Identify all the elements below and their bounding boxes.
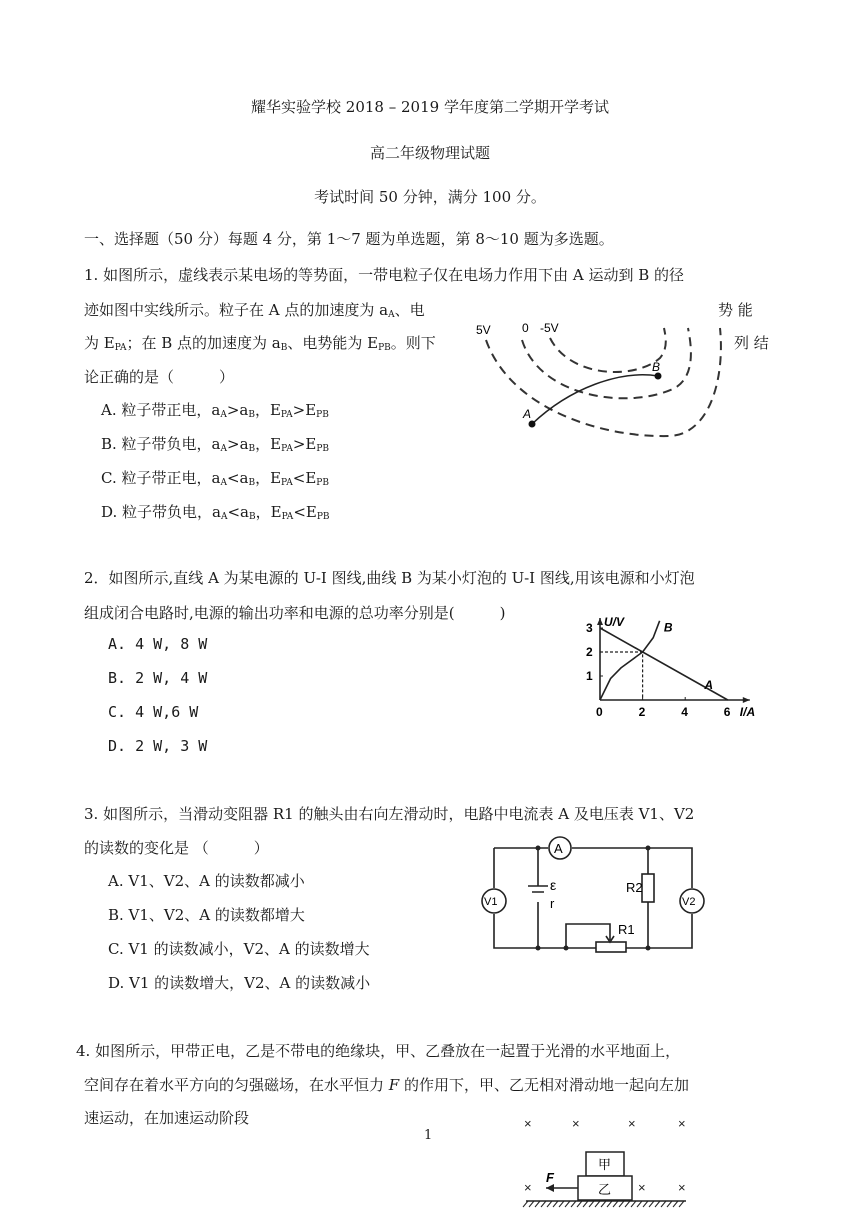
v2-label: V2 [682,896,696,908]
q2-option-d: D. 2 W, 3 W [108,737,208,755]
r1-resistor [596,942,626,952]
field-cross-icon: × [524,1116,532,1131]
q4-text: 空间存在着水平方向的匀强磁场，在水平恒力 [84,1076,389,1094]
hatch-mark [631,1201,636,1207]
q1-line2-right: 势 能 [718,301,753,319]
option-text: <E [292,469,317,487]
q2-line1: 2．如图所示,直线 A 为某电源的 U-I 图线,曲线 B 为某小灯泡的 U-I 图线,用该电源和小灯泡 [84,569,695,587]
equipotential-figure [470,318,750,448]
option-subscript: B [249,512,256,522]
hatch-mark [553,1201,558,1207]
q4-line3: 速运动，在加速运动阶段 [84,1109,250,1127]
junction-dot [646,846,651,851]
x-axis-label: I/A [739,705,756,719]
x-tick-label: 6 [723,705,731,719]
q1-text: ；在 B 点的加速度为 a [126,334,281,352]
option-subscript: PA [281,512,294,522]
q1-option-c [101,467,329,488]
q1-text: 为 E [84,334,115,352]
q1-line2 [84,299,425,320]
y-axis-label: U/V [604,615,625,629]
hatch-mark [565,1201,570,1207]
ground-hatching [523,1201,684,1207]
r1-label: R1 [618,922,635,937]
q1-sub: PA [114,343,127,353]
q3-option-b: B. V1、V2、A 的读数都增大 [108,906,305,924]
hatch-mark [541,1201,546,1207]
q3-option-a: A. V1、V2、A 的读数都减小 [108,872,305,890]
x-tick-label: 0 [596,705,603,719]
option-text: ，E [255,469,282,487]
hatch-mark [577,1201,582,1207]
dashed-guide [600,652,643,700]
option-text: >E [292,435,317,453]
battery-plates [528,886,548,892]
r2-label: R2 [626,880,643,895]
hatch-mark [601,1201,606,1207]
field-cross-icon: × [678,1180,686,1195]
hatch-mark [529,1201,534,1207]
equipotential-line-m5v [550,328,666,372]
q1-option-b [101,433,329,454]
q1-option-a [101,399,329,420]
force-label: F [546,1170,554,1185]
option-subscript: PA [281,444,293,454]
internal-resistance-label: r [550,896,555,911]
option-text: B. 粒子带负电，a [101,435,221,453]
q4-line1: 4. 如图所示，甲带正电，乙是不带电的绝缘块，甲、乙叠放在一起置于光滑的水平地面上， [76,1042,681,1060]
q3-option-d: D. V1 的读数增大，V2、A 的读数减小 [108,974,371,992]
junction-dot [536,946,541,951]
option-text: <a [226,469,249,487]
option-subscript: A [220,512,228,522]
hatch-mark [643,1201,648,1207]
y-axis-arrow [597,618,603,625]
label-m5v: -5V [540,321,559,335]
option-text: C. 粒子带正电，a [101,469,221,487]
option-subscript: A [220,444,228,454]
hatch-mark [583,1201,588,1207]
point-a-dot [529,421,536,428]
field-cross-icon: × [628,1116,636,1131]
hatch-mark [625,1201,630,1207]
hatch-mark [559,1201,564,1207]
v1-label: V1 [484,896,498,908]
circuit-figure [470,836,710,958]
q1-text: 、电 [394,301,425,319]
hatch-mark [655,1201,660,1207]
q4-force-symbol: F [388,1076,400,1094]
magnetic-field-figure [516,1112,696,1212]
q2-option-b: B. 2 W, 4 W [108,669,208,687]
x-tick-label: 2 [638,705,646,719]
q2-line2: 组成闭合电路时,电源的输出功率和电源的总功率分别是( ) [84,604,506,622]
option-subscript: B [248,478,256,488]
y-tick-label: 3 [586,621,593,635]
page-number: 1 [424,1128,433,1143]
hatch-mark [679,1201,684,1207]
option-text: <a [227,503,249,521]
q1-text: 。则下 [390,334,436,352]
force-arrow-icon [546,1184,554,1192]
ui-graph [580,612,760,724]
r2-resistor [642,874,654,902]
circuit-outer-wire [494,848,692,948]
junction-dot [564,946,569,951]
option-text: D. 粒子带负电，a [101,503,221,521]
hatch-mark [523,1201,528,1207]
label-5v: 5V [476,323,491,337]
q1-line4: 论正确的是（ ） [84,368,235,386]
label-b: B [652,360,661,374]
field-cross-icon: × [572,1116,580,1131]
series-a-label: A [704,678,714,693]
label-0v: 0 [522,321,529,335]
particle-trajectory [532,375,658,424]
option-subscript: B [248,410,255,420]
option-text: ，E [255,435,282,453]
q2-option-c: C. 4 W,6 W [108,703,199,721]
q1-text: 、电势能为 E [287,334,379,352]
q3-line2: 的读数的变化是 （ ） [84,839,269,857]
option-subscript: PB [316,410,329,420]
field-cross-icon: × [638,1180,646,1195]
emf-label: ε [550,877,557,893]
junction-dot [536,846,541,851]
hatch-mark [589,1201,594,1207]
y-tick-label: 1 [586,669,593,683]
option-subscript: PA [281,478,293,488]
hatch-mark [637,1201,642,1207]
hatch-mark [667,1201,672,1207]
q1-line3-right: 列 结 [734,334,769,352]
q1-sub: PB [378,343,391,353]
hatch-mark [547,1201,552,1207]
hatch-mark [613,1201,618,1207]
equipotential-line-0 [522,328,691,398]
q3-option-c: C. V1 的读数减小，V2、A 的读数增大 [108,940,370,958]
option-subscript: A [220,410,227,420]
q4-text: 的作用下，甲、乙无相对滑动地一起向左加 [399,1076,689,1094]
block-jia-label: 甲 [598,1157,612,1172]
option-subscript: PB [316,512,330,522]
option-text: <E [293,503,317,521]
field-cross-icon: × [678,1116,686,1131]
option-text: >a [226,401,249,419]
ammeter-label: A [554,841,563,856]
hatch-mark [607,1201,612,1207]
option-subscript: A [220,478,227,488]
option-text: ，E [255,503,282,521]
hatch-mark [661,1201,666,1207]
option-text: A. 粒子带正电，a [101,401,221,419]
option-text: >E [292,401,317,419]
exam-info: 考试时间 50 分钟，满分 100 分。 [314,188,546,206]
option-subscript: PB [316,444,330,454]
series-b-label: B [663,620,673,635]
q1-sub: A [388,310,395,320]
label-a: A [523,407,532,421]
q2-option-a: A. 4 W, 8 W [108,635,208,653]
hatch-mark [673,1201,678,1207]
exam-title: 高二年级物理试题 [369,144,490,162]
section-heading: 一、选择题（50 分）每题 4 分，第 1～7 题为单选题，第 8～10 题为多选题。 [84,230,614,248]
q4-line2 [84,1074,689,1095]
q3-line1: 3. 如图所示，当滑动变阻器 R1 的触头由右向左滑动时，电路中电流表 A 及电压表 V1、V2 [84,805,695,823]
q1-line3 [84,332,436,353]
x-tick-label: 4 [681,705,688,719]
hatch-mark [595,1201,600,1207]
q1-line1: 1. 如图所示，虚线表示某电场的等势面，一带电粒子仅在电场力作用下由 A 运动到 B 的径 [84,266,685,284]
hatch-mark [571,1201,576,1207]
block-yi-label: 乙 [598,1182,612,1197]
school-title: 耀华实验学校 2018 – 2019 学年度第二学期开学考试 [251,98,609,116]
hatch-mark [649,1201,654,1207]
hatch-mark [619,1201,624,1207]
y-tick-label: 2 [586,645,593,659]
field-cross-icon: × [524,1180,532,1195]
option-subscript: PB [316,478,329,488]
q1-text: 迹如图中实线所示。粒子在 A 点的加速度为 a [84,301,389,319]
q1-option-d [101,501,330,522]
option-text: >a [227,435,249,453]
x-axis-arrow [743,697,750,703]
hatch-mark [535,1201,540,1207]
q1-sub: B [280,343,288,353]
option-subscript: B [248,444,256,454]
option-subscript: PA [280,410,293,420]
option-text: ，E [254,401,281,419]
junction-dot [646,946,651,951]
